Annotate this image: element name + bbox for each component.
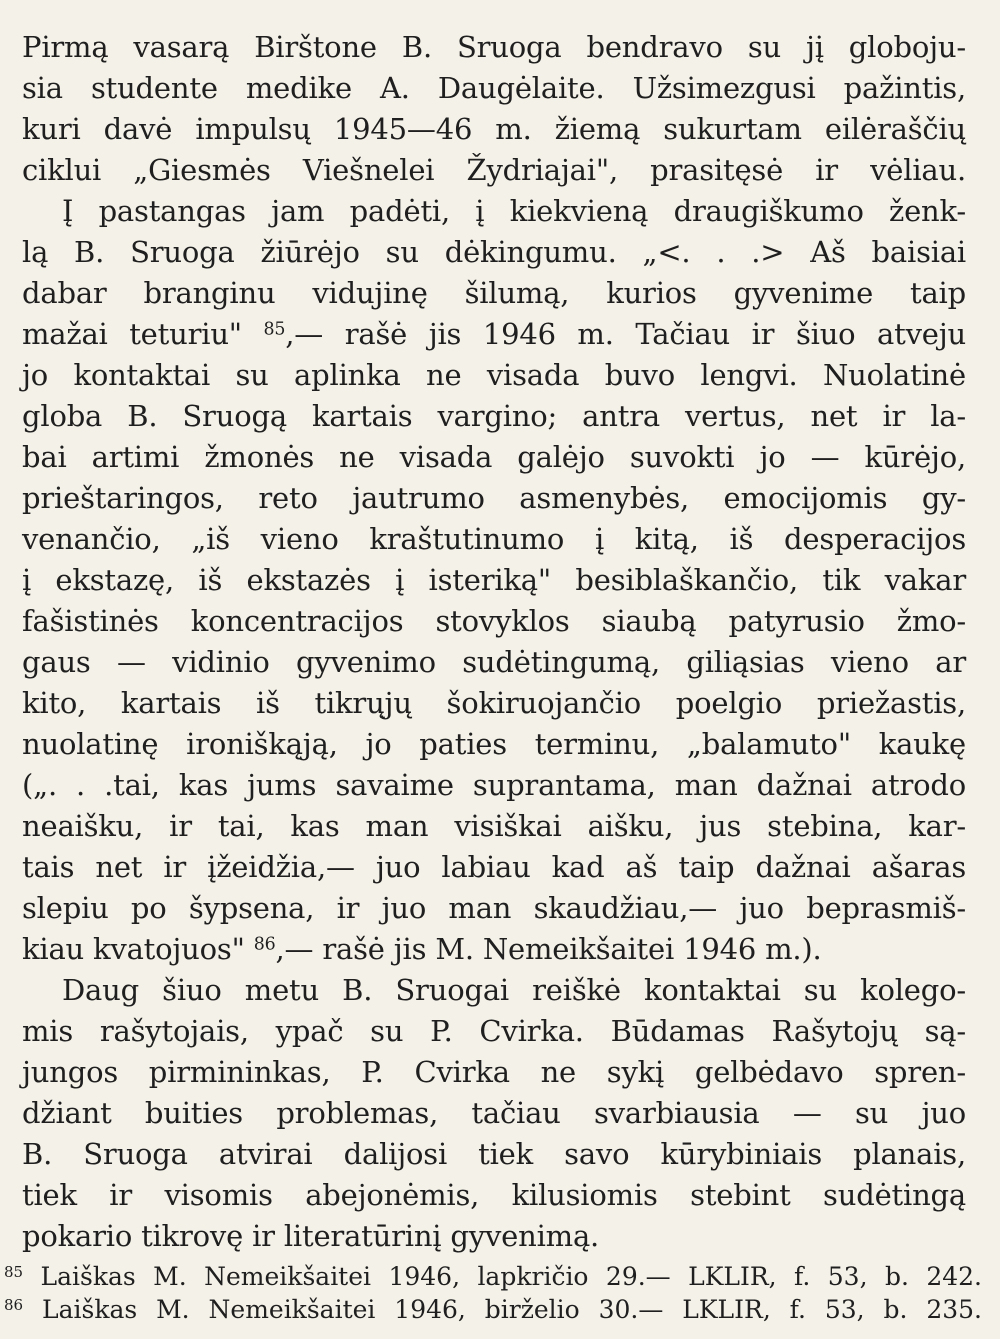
text-line-with-ref [22, 932, 966, 966]
text-line: slepiu po šypsena, ir juo man skaudžiau,— juo beprasmiš- [22, 891, 966, 925]
text-line: jungos pirmininkas, P. Cvirka ne sykį gelbėdavo spren- [22, 1055, 966, 1089]
text-line: bai artimi žmonės ne visada galėjo suvokti jo — kūrėjo, [22, 440, 966, 474]
text-line: Pirmą vasarą Birštone B. Sruoga bendravo su jį globoju- [22, 30, 966, 64]
text-line: prieštaringos, reto jautrumo asmenybės, emocijomis gy- [22, 481, 966, 515]
text-line: tiek ir visomis abejonėmis, kilusiomis stebint sudėtingą [22, 1178, 966, 1212]
text-line: fašistinės koncentracijos stovyklos siaubą patyrusio žmo- [22, 604, 966, 638]
text-line: neaišku, ir tai, kas man visiškai aišku, jus stebina, kar- [22, 809, 966, 843]
text-line: globa B. Sruogą kartais vargino; antra vertus, net ir la- [22, 399, 966, 433]
footnote-85 [4, 1262, 982, 1292]
footnote-text: Laiškas M. Nemeikšaitei 1946, lapkričio 29.— LKLIR, f. 53, b. 242. [40, 1262, 982, 1291]
text-line: gaus — vidinio gyvenimo sudėtingumą, giliąsias vieno ar [22, 645, 966, 679]
footnote-divider [22, 1249, 272, 1250]
text-line: sia studente medike A. Daugėlaite. Užsimezgusi pažintis, [22, 71, 966, 105]
text-line: tais net ir įžeidžia,— juo labiau kad aš taip dažnai ašaras [22, 850, 966, 884]
text-fragment: ,— rašė jis M. Nemeikšaitei 1946 m.). [275, 932, 822, 966]
footnote-number: 86 [4, 1295, 24, 1314]
text-line: B. Sruoga atvirai dalijosi tiek savo kūrybiniais planais, [22, 1137, 966, 1171]
text-line: jo kontaktai su aplinka ne visada buvo lengvi. Nuolatinė [22, 358, 966, 392]
footnote-text: Laiškas M. Nemeikšaitei 1946, birželio 30.— LKLIR, f. 53, b. 235. [41, 1295, 982, 1324]
text-fragment: kiau kvatojuos" [22, 932, 245, 966]
text-line: pokario tikrovę ir literatūrinį gyvenimą. [22, 1219, 600, 1253]
text-line: mis rašytojais, ypač su P. Cvirka. Būdamas Rašytojų są- [22, 1014, 966, 1048]
text-line: ciklui „Giesmės Viešnelei Žydriajai", prasitęsė ir vėliau. [22, 153, 966, 187]
footnote-number: 85 [4, 1262, 24, 1281]
text-line: džiant buities problemas, tačiau svarbiausia — su juo [22, 1096, 966, 1130]
text-line: („. . .tai, kas jums savaime suprantama, man dažnai atrodo [22, 768, 966, 802]
text-line: į ekstazę, iš ekstazės į isteriką" besiblaškančio, tik vakar [22, 563, 966, 597]
text-fragment: ,— rašė jis 1946 m. Tačiau ir šiuo atveju [285, 317, 966, 351]
text-fragment: mažai teturiu" [22, 317, 242, 351]
text-line: lą B. Sruoga žiūrėjo su dėkingumu. „<. . .> Aš baisiai [22, 235, 966, 269]
text-line: kuri davė impulsų 1945—46 m. žiemą sukurtam eilėraščių [22, 112, 966, 146]
text-line-with-ref [22, 317, 966, 351]
text-line: venančio, „iš vieno kraštutinumo į kitą, iš desperacijos [22, 522, 966, 556]
text-line: dabar branginu vidujinę šilumą, kurios gyvenime taip [22, 276, 966, 310]
footnote-ref-86: 86 [253, 934, 276, 955]
footnote-86 [4, 1295, 982, 1325]
footnote-ref-85: 85 [263, 319, 286, 340]
text-line: Į pastangas jam padėti, į kiekvieną draugiškumo ženk- [62, 194, 966, 228]
text-line: kito, kartais iš tikrųjų šokiruojančio poelgio priežastis, [22, 686, 966, 720]
text-line: nuolatinę ironiškąją, jo paties terminu, „balamuto" kaukę [22, 727, 966, 761]
text-line: Daug šiuo metu B. Sruogai reiškė kontaktai su kolego- [62, 973, 966, 1007]
